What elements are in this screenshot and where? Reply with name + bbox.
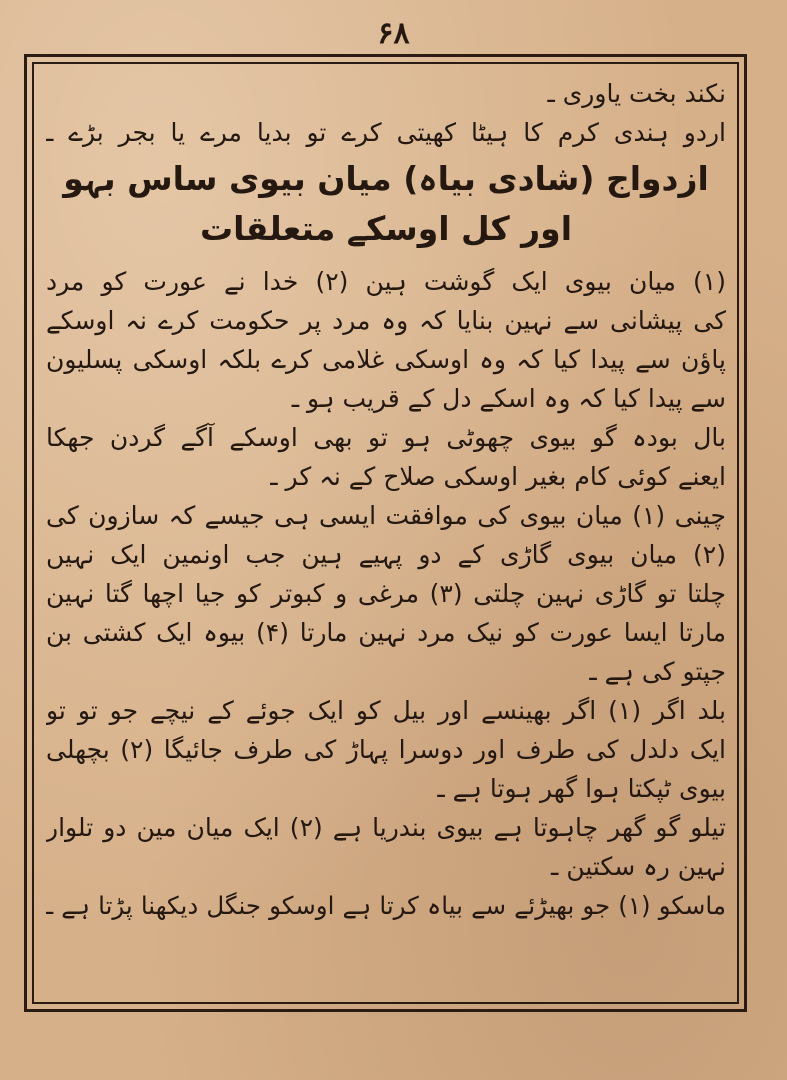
body-line-17: ماسکو (۱) جو بھیڑئے سے بیاہ کرتا ہے اوسکو جنگل دیکھنا پڑتا ہے ـ	[46, 891, 726, 920]
body-line-8: (۲) میان بیوی گاڑی کے دو پہیے ہین جب اونمین ایک نہیں	[46, 540, 726, 569]
body-line-3: پاؤن سے پیدا کیا کہ وہ اوسکی غلامی کرے بلکہ اوسکی پسلیون	[46, 345, 726, 374]
intro-line-1: نکند بخت یاوری ـ	[547, 79, 726, 108]
body-line-6: ایعنے کوئی کام بغیر اوسکی صلاح کے نہ کر ـ	[270, 462, 726, 491]
heading-line-1: ازدواج (شادی بیاہ) میان بیوی ساس بہو	[63, 159, 709, 198]
body-line-2: کی پیشانی سے نہین بنایا کہ وہ مرد پر حکومت کرے نہ اوسکے	[46, 306, 726, 335]
body-line-15: تیلو گو گھر چاہوتا ہے بیوی بندریا ہے (۲) ایک میان مین دو تلوار	[46, 813, 726, 842]
section-heading	[46, 154, 726, 254]
body-line-5: بال بودہ گو بیوی چھوٹی ہو تو بھی اوسکے آگے گردن جھکا	[46, 423, 726, 452]
body-line-16: نہین رہ سکتین ـ	[551, 852, 726, 881]
body-line-4: سے پیدا کیا کہ وہ اسکے دل کے قریب ہو ـ	[291, 384, 726, 413]
body-line-14: بیوی ٹپکتا ہوا گھر ہوتا ہے ـ	[437, 774, 726, 803]
body-line-13: ایک دلدل کی طرف اور دوسرا پہاڑ کی طرف جائیگا (۲) بچھلی	[46, 735, 726, 764]
body-line-7: چینی (۱) میان بیوی کی موافقت ایسی ہی جیسے کہ سازون کی	[46, 501, 726, 530]
urdu-text-block	[46, 70, 726, 996]
intro-line-2: اردو ہندی کرم کا ہیٹا کھیتی کرے تو بدیا مرے یا بجر بڑے ـ	[46, 118, 726, 147]
body-line-10: مارتا ایسا عورت کو نیک مرد نہین مارتا (۴) بیوہ ایک کشتی بن	[46, 618, 726, 647]
body-line-12: بلد اگر (۱) اگر بھینسے اور بیل کو ایک جوئے کے نیچے جو تو تو	[46, 696, 726, 725]
body-line-1: (۱) میان بیوی ایک گوشت ہین (۲) خدا نے عورت کو مرد	[46, 267, 726, 296]
heading-line-2: اور کل اوسکے متعلقات	[199, 209, 573, 248]
body-line-11: جپتو کی ہے ـ	[589, 657, 726, 686]
page-number: ۶۸	[377, 16, 410, 51]
body-line-9: چلتا تو گاڑی نہین چلتی (۳) مرغی و کبوتر کو جیا اچھا گتا نہین	[46, 579, 726, 608]
